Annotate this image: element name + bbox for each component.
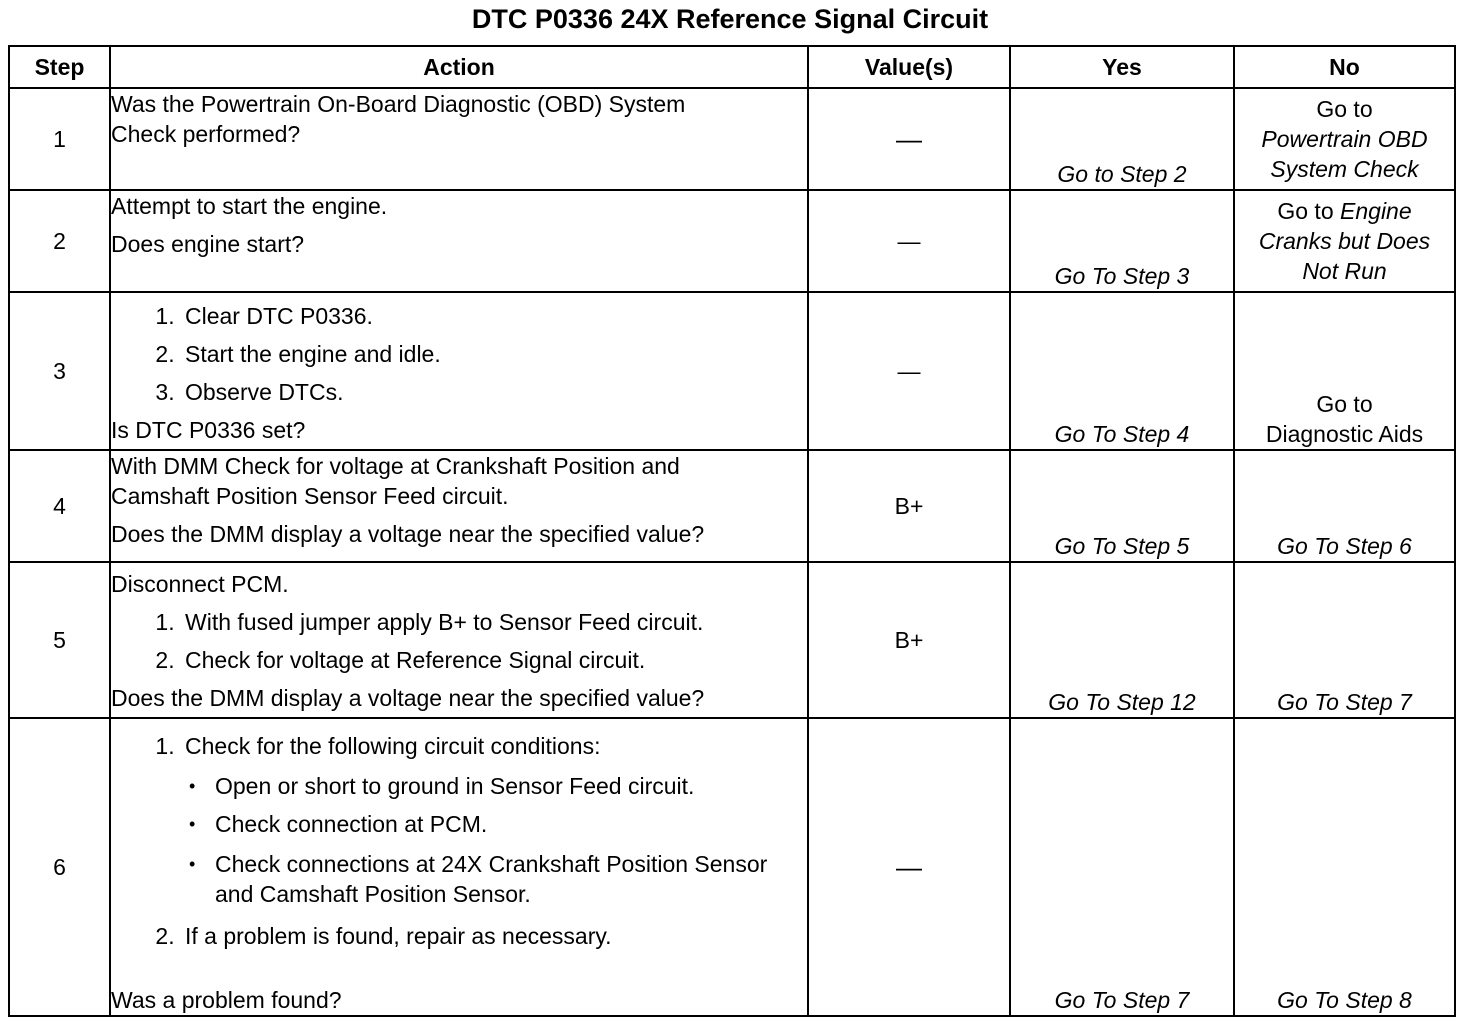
action-cell bbox=[110, 292, 808, 450]
step-number: 4 bbox=[9, 450, 110, 562]
no-cell bbox=[1234, 450, 1455, 562]
header-values: Value(s) bbox=[808, 46, 1010, 88]
action-cell bbox=[110, 450, 808, 562]
yes-link[interactable]: Go To Step 3 bbox=[1054, 263, 1190, 289]
no-link[interactable]: Diagnostic Aids bbox=[1265, 421, 1424, 447]
yes-link[interactable]: Go To Step 4 bbox=[1054, 421, 1190, 447]
value-text: B+ bbox=[894, 493, 924, 519]
step-number: 3 bbox=[9, 292, 110, 450]
bullet-item: • Check connection at PCM. bbox=[211, 809, 807, 839]
table-row bbox=[9, 450, 1455, 562]
table-row bbox=[9, 292, 1455, 450]
action-steps-list bbox=[111, 727, 807, 955]
no-link[interactable]: Not Run bbox=[1302, 258, 1387, 284]
yes-cell bbox=[1010, 292, 1234, 450]
action-cell bbox=[110, 562, 808, 718]
bullet-item: • Open or short to ground in Sensor Feed circuit. bbox=[211, 771, 807, 801]
action-cell bbox=[110, 88, 808, 190]
action-question: Does the DMM display a voltage near the specified value? bbox=[111, 685, 705, 711]
list-item bbox=[181, 727, 807, 909]
table-row bbox=[9, 88, 1455, 190]
step-number: 5 bbox=[9, 562, 110, 718]
action-text: With DMM Check for voltage at Crankshaft Position and bbox=[111, 453, 680, 479]
action-text: Camshaft Position Sensor Feed circuit. bbox=[111, 483, 509, 509]
page-title: DTC P0336 24X Reference Signal Circuit bbox=[471, 4, 989, 34]
action-text: Attempt to start the engine. bbox=[111, 193, 388, 219]
list-item: 3. Observe DTCs. bbox=[181, 373, 807, 411]
no-text: Go to bbox=[1316, 96, 1373, 122]
condition-list bbox=[185, 771, 807, 909]
value-cell bbox=[808, 718, 1010, 1016]
header-no: No bbox=[1234, 46, 1455, 88]
no-link[interactable]: Go To Step 7 bbox=[1277, 689, 1412, 715]
action-text: Disconnect PCM. bbox=[111, 571, 289, 597]
action-text: Was the Powertrain On-Board Diagnostic (OBD) System bbox=[111, 91, 686, 117]
step-number: 2 bbox=[9, 190, 110, 292]
bullet-item: • Check connections at 24X Crankshaft Position Sensor and Camshaft Position Sensor. bbox=[211, 849, 807, 909]
action-question: Was a problem found? bbox=[111, 987, 342, 1013]
yes-cell bbox=[1010, 88, 1234, 190]
header-row bbox=[9, 46, 1455, 88]
value-text: — bbox=[897, 358, 921, 384]
table-row bbox=[9, 718, 1455, 1016]
action-text: Check for the following circuit conditions: bbox=[185, 733, 601, 759]
no-cell bbox=[1234, 88, 1455, 190]
value-text: — bbox=[896, 123, 922, 154]
value-text: — bbox=[896, 851, 922, 882]
no-link[interactable]: Go To Step 8 bbox=[1277, 987, 1412, 1013]
no-cell bbox=[1234, 190, 1455, 292]
yes-cell bbox=[1010, 562, 1234, 718]
table-row bbox=[9, 562, 1455, 718]
action-cell bbox=[110, 718, 808, 1016]
no-text: Go to bbox=[1316, 391, 1373, 417]
value-cell bbox=[808, 450, 1010, 562]
value-cell bbox=[808, 190, 1010, 292]
yes-link[interactable]: Go To Step 5 bbox=[1054, 533, 1190, 559]
action-steps-list bbox=[111, 297, 807, 411]
value-cell bbox=[808, 88, 1010, 190]
yes-link[interactable]: Go To Step 12 bbox=[1048, 689, 1196, 715]
no-link[interactable]: Go To Step 6 bbox=[1277, 533, 1412, 559]
yes-cell bbox=[1010, 450, 1234, 562]
action-text: Check performed? bbox=[111, 121, 301, 147]
no-cell bbox=[1234, 562, 1455, 718]
yes-cell bbox=[1010, 190, 1234, 292]
no-link[interactable]: System Check bbox=[1270, 156, 1419, 182]
list-item: 2. Start the engine and idle. bbox=[181, 335, 807, 373]
value-text: B+ bbox=[894, 627, 924, 653]
value-cell bbox=[808, 292, 1010, 450]
yes-cell bbox=[1010, 718, 1234, 1016]
action-steps-list bbox=[111, 603, 807, 679]
header-action: Action bbox=[110, 46, 808, 88]
no-link[interactable]: Cranks but Does bbox=[1258, 228, 1431, 254]
value-text: — bbox=[897, 228, 921, 254]
step-number: 6 bbox=[9, 718, 110, 1016]
list-item: 2. If a problem is found, repair as necessary. bbox=[181, 917, 807, 955]
header-yes: Yes bbox=[1010, 46, 1234, 88]
diagnostic-table bbox=[8, 45, 1456, 1017]
header-step: Step bbox=[9, 46, 110, 88]
no-cell bbox=[1234, 718, 1455, 1016]
no-link[interactable]: Powertrain OBD bbox=[1261, 126, 1428, 152]
value-cell bbox=[808, 562, 1010, 718]
table-row bbox=[9, 190, 1455, 292]
step-number: 1 bbox=[9, 88, 110, 190]
list-item: 1. With fused jumper apply B+ to Sensor Feed circuit. bbox=[181, 603, 807, 641]
yes-link[interactable]: Go To Step 7 bbox=[1054, 987, 1190, 1013]
action-text: Does engine start? bbox=[111, 231, 305, 257]
action-question: Is DTC P0336 set? bbox=[111, 417, 306, 443]
no-cell bbox=[1234, 292, 1455, 450]
no-link[interactable]: Engine bbox=[1340, 198, 1412, 224]
list-item: 2. Check for voltage at Reference Signal circuit. bbox=[181, 641, 807, 679]
list-item: 1. Clear DTC P0336. bbox=[181, 297, 807, 335]
no-text: Go to bbox=[1277, 198, 1334, 224]
action-question: Does the DMM display a voltage near the specified value? bbox=[111, 521, 705, 547]
action-cell bbox=[110, 190, 808, 292]
yes-link[interactable]: Go to Step 2 bbox=[1057, 161, 1187, 187]
